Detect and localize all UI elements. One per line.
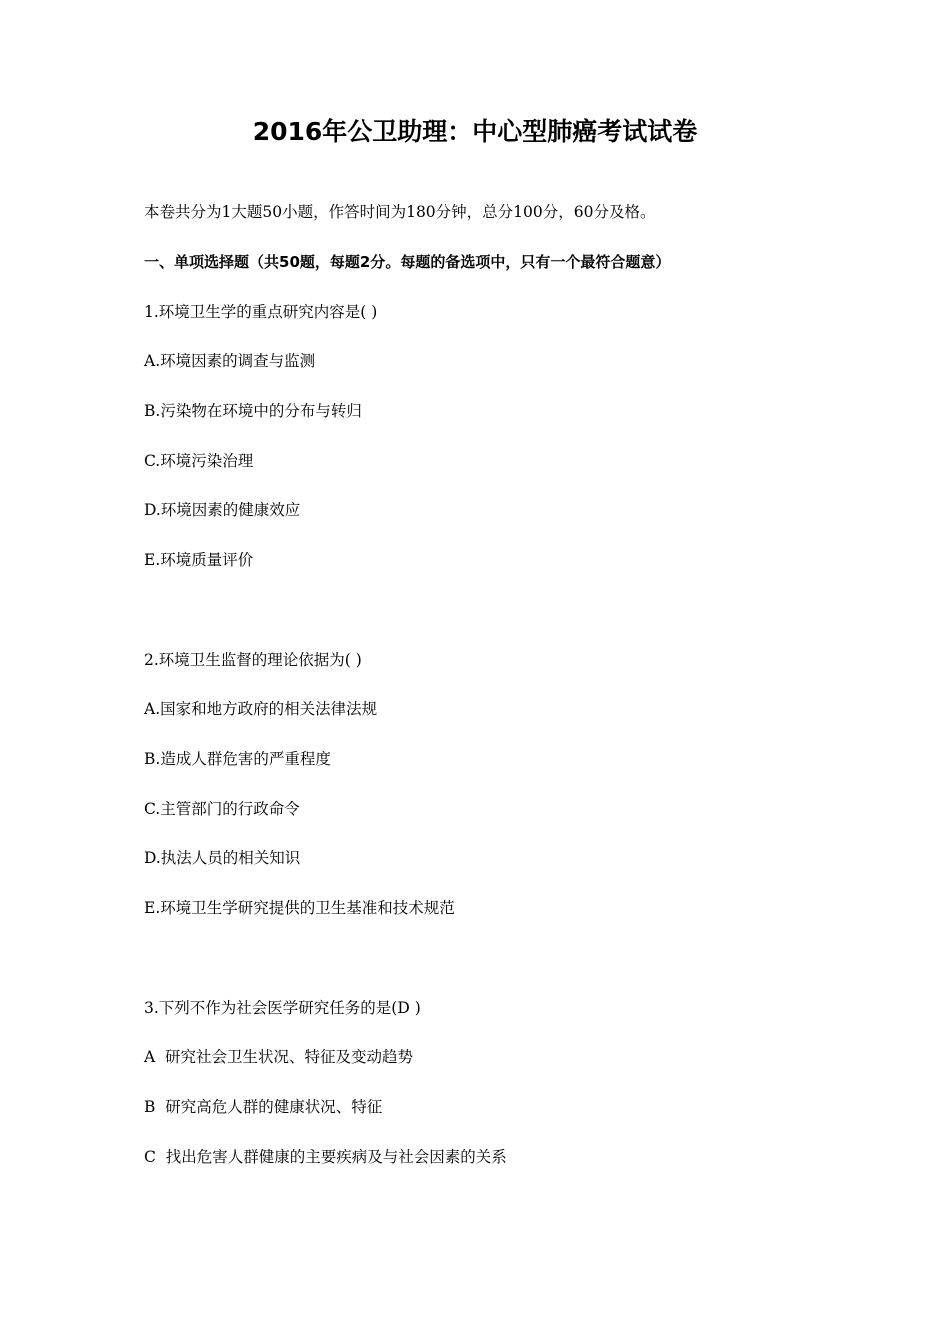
question-1-option-b: B.污染物在环境中的分布与转归 (144, 402, 362, 420)
question-3-option-b: B 研究高危人群的健康状况、特征 (144, 1098, 383, 1116)
question-1-option-d: D.环境因素的健康效应 (144, 501, 301, 519)
question-stem-1: 1.环境卫生学的重点研究内容是( ) (144, 303, 378, 321)
question-2-option-d: D.执法人员的相关知识 (144, 849, 301, 867)
document-title: 2016年公卫助理：中心型肺癌考试试卷 (252, 117, 698, 146)
section-heading: 一、单项选择题（共50题，每题2分。每题的备选项中，只有一个最符合题意） (144, 253, 671, 271)
question-1-option-a: A.环境因素的调查与监测 (144, 352, 316, 370)
question-2-option-e: E.环境卫生学研究提供的卫生基准和技术规范 (144, 899, 455, 917)
question-stem-2: 2.环境卫生监督的理论依据为( ) (144, 651, 362, 669)
exam-intro: 本卷共分为1大题50小题，作答时间为180分钟，总分100分，60分及格。 (144, 203, 656, 221)
question-1-option-c: C.环境污染治理 (144, 452, 254, 470)
question-1-option-e: E.环境质量评价 (144, 551, 254, 569)
question-2-option-a: A.国家和地方政府的相关法律法规 (144, 700, 378, 718)
question-2-option-b: B.造成人群危害的严重程度 (144, 750, 331, 768)
question-stem-3: 3.下列不作为社会医学研究任务的是(D ) (144, 999, 421, 1017)
question-2-option-c: C.主管部门的行政命令 (144, 800, 300, 818)
question-3-option-c: C 找出危害人群健康的主要疾病及与社会因素的关系 (144, 1148, 507, 1166)
question-3-option-a: A 研究社会卫生状况、特征及变动趋势 (144, 1048, 414, 1066)
